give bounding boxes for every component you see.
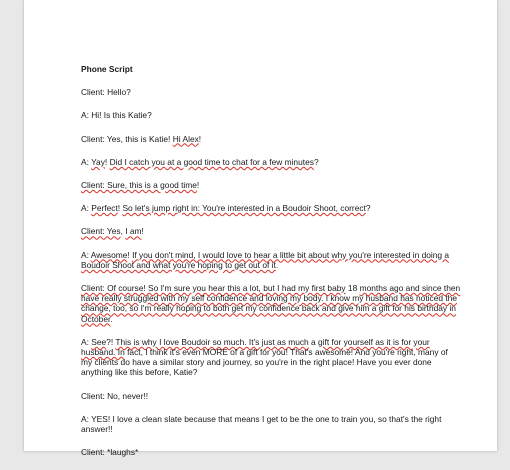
text-run: ?! xyxy=(106,336,116,347)
text-run: A: xyxy=(81,249,91,260)
flagged-text-run: Yay xyxy=(91,156,105,167)
script-line xyxy=(81,447,461,457)
text-run: ? xyxy=(313,156,319,167)
text-run: . xyxy=(110,313,113,324)
text-run: . xyxy=(275,259,279,270)
text-run: Client: *laughs* xyxy=(81,447,139,458)
document-title: Phone Script xyxy=(81,64,133,74)
flagged-text-run: Perfect xyxy=(91,203,118,214)
flagged-text-run: Client: Yes xyxy=(81,226,121,237)
text-run: , xyxy=(120,226,126,237)
text-run: A: YES! I love a clean slate because that means I get to be the one to train you, so that's the right answer!! xyxy=(81,413,442,435)
text-run: ! xyxy=(141,226,144,237)
script-line xyxy=(81,337,461,378)
script-line xyxy=(81,283,461,324)
text-run: fact, I think it's even MORE of a gift for you! That's awesome! And you're right, many of my clients do have a similar story and journey, so you're in the right place! Have you ever done anything like this before, Katie? xyxy=(81,347,448,378)
flagged-text-run: So let's jump right in: You're interested in a Boudoir Shoot, correct xyxy=(122,203,366,214)
script-line xyxy=(81,391,461,401)
script-line xyxy=(81,180,461,190)
flagged-text-run: Hi Alex xyxy=(172,133,199,144)
text-run: a xyxy=(308,336,319,347)
script-line xyxy=(81,87,461,97)
script-line xyxy=(81,226,461,236)
document-page xyxy=(24,0,497,458)
flagged-text-run: gift for yourself as it is for your husband. In xyxy=(81,336,430,358)
flagged-text-run: Awesome xyxy=(90,249,128,260)
text-run: Client: Hello? xyxy=(81,87,131,98)
flagged-text-run: This is why I love Boudoir so much. It's just as much xyxy=(115,336,309,347)
flagged-text-run: months ago and since then have really struggled with my self confidence and loving my body. I know my husband has noticed the change, too, so I'm really hoping to both get my confidence back and give him a gift for his birthday in October xyxy=(81,283,461,324)
text-run: ! xyxy=(198,133,202,144)
script-line xyxy=(81,250,461,270)
text-run: Client: No, never!! xyxy=(81,390,149,401)
text-run: ! xyxy=(104,156,110,167)
text-run: ! xyxy=(196,180,200,191)
flagged-text-run: Client: Sure, this is a good time xyxy=(81,180,197,191)
flagged-text-run: I am xyxy=(125,226,142,237)
script-line xyxy=(81,157,461,167)
script-line xyxy=(81,203,461,213)
script-line xyxy=(81,414,461,434)
text-run: A: Hi! Is this Katie? xyxy=(81,110,152,121)
flagged-text-run: Client: Of course! So I'm sure you hear this a lot, but I had my first baby xyxy=(81,283,346,294)
text-run: Client: Yes, this is Katie! xyxy=(81,133,173,144)
text-run: ! xyxy=(127,249,133,260)
flagged-text-run: See xyxy=(91,336,107,347)
text-run: 18 xyxy=(345,283,360,294)
document-body[interactable] xyxy=(81,64,461,470)
script-line xyxy=(81,110,461,120)
text-run: ! xyxy=(117,203,123,214)
script-line xyxy=(81,134,461,144)
flagged-text-run: Did I catch you at a good time to chat for a few minutes xyxy=(109,156,314,167)
text-run: ? xyxy=(365,203,371,214)
text-run: A: xyxy=(81,336,92,347)
flagged-text-run: If you don't mind, I would love to hear a little bit about why you're interested in doing a Boudoir Shoot and what you're hoping to get out of it xyxy=(81,249,450,270)
text-run: A: xyxy=(81,203,92,214)
text-run: A: xyxy=(81,156,92,167)
